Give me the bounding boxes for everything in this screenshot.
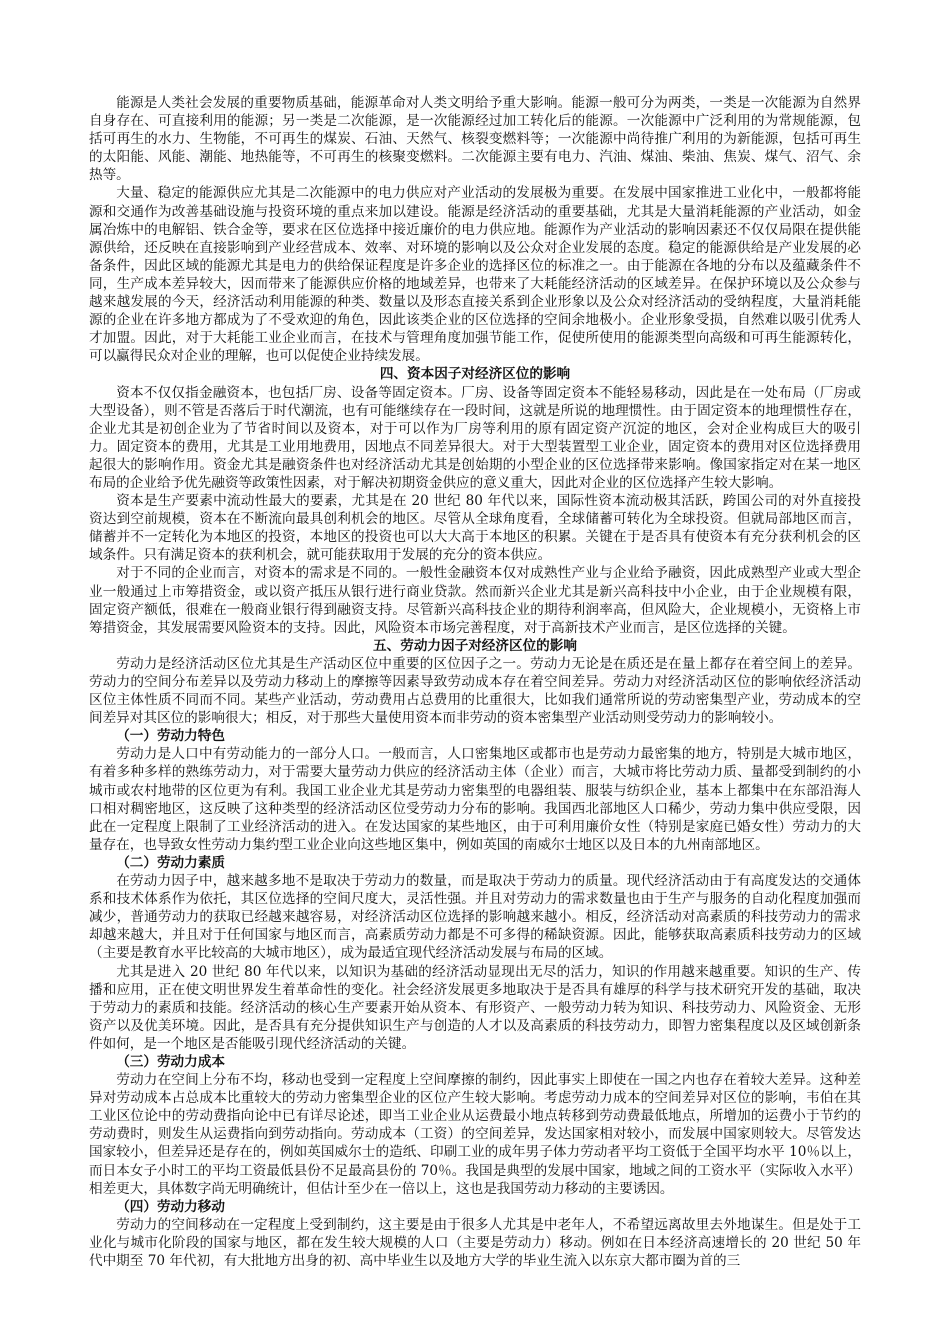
paragraph-energy-supply: 大量、稳定的能源供应尤其是二次能源中的电力供应对产业活动的发展极为重要。在发展中国家推进工业化中，一般都将能源和交通作为改善基础设施与投资环境的重点来加以建设。能源是经济活动的重要基础，尤其是大量消耗能源的产业活动，如金属冶炼中的电解铝、铁合金等，要求在区位选择中接近廉价的电力供应地。能源作为产业活动的影响因素还不仅仅局限在提供能源供给，还反映在直接影响到产业经营成本、效率、对环境的影响以及公众对企业发展的态度。稳定的能源供给是产业发展的必备条件，因此区域的能源尤其是电力的供给保证程度是许多企业的选择区位的标准之一。由于能源在各地的分布以及蕴藏条件不同，生产成本差异较大，因而带来了能源供应价格的地域差异，也带来了大耗能经济活动的区域差异。在保护环境以及公众参与越来越发展的今天，经济活动利用能源的种类、数量以及形态直接关系到企业形象以及公众对经济活动的受纳程度，大量消耗能源的企业在许多地方都成为了不受欢迎的角色，因此该类企业的区位选择的空间余地极小。企业形象受损，自然难以吸引优秀人才加盟。因此，对于大耗能工业企业而言，在技术与管理角度加强节能工作，促使所使用的能源类型向高级和可再生能源转化，可以赢得民众对企业的理解，也可以促使企业持续发展。 [89,185,861,365]
paragraph-capital-demand: 对于不同的企业而言，对资本的需求是不同的。一般性金融资本仅对成熟性产业与企业给予融资，因此成熟型产业或大型企业一般通过上市筹措资金，或以资产抵压从银行进行商业贷款。然而新兴企业尤其是新兴高科技中小企业，由于企业规模有限，固定资产额低，很难在一般商业银行得到融资支持。尽管新兴高科技企业的期待利润率高，但风险大，企业规模小，无资格上市筹措资金，其发展需要风险资本的支持。因此，风险资本市场完善程度，对于高新技术产业而言，是区位选择的关键。 [89,565,861,636]
subheading-labor-characteristics: （一）劳动力特色 [116,728,225,745]
paragraph-energy-types: 能源是人类社会发展的重要物质基础，能源革命对人类文明给予重大影响。能源一般可分为两类，一类是一次能源为自然界自身存在、可直接利用的能源；另一类是二次能源，是一次能源经过加工转化后的能源。一次能源中广泛利用的为常规能源，包括可再生的水力、生物能，不可再生的煤炭、石油、天然气、核裂变燃料等；一次能源中尚待推广利用的为新能源，包括可再生的太阳能、风能、潮能、地热能等，不可再生的核聚变燃料。二次能源主要有电力、汽油、煤油、柴油、焦炭、煤气、沼气、余热等。 [89,95,861,184]
section-heading-labor: 五、劳动力因子对经济区位的影响 [373,637,577,654]
subheading-labor-mobility: （四）劳动力移动 [116,1198,225,1215]
paragraph-labor-cost: 劳动力在空间上分布不均，移动也受到一定程度上空间摩擦的制约，因此事实上即使在一国之内也存在着较大差异。这种差异对劳动成本占总成本比重较大的劳动力密集型企业的区位产生较大影响。考虑劳动力成本的空间差异对区位的影响，韦伯在其工业区位论中的劳动费指向论中已有详尽论述，即当工业企业从运费最小地点转移到劳动费最低地点，所增加的运费小于节约的劳动费时，则发生从运费指向到劳动指向。劳动成本（工资）的空间差异，发达国家相对较小，而发展中国家则较大。尽管发达国家较小，但差异还是存在的，例如英国威尔士的造纸、印刷工业的成年男子体力劳动者平均工资低于全国平均水平 10％以上，而日本女子小时工的平均工资最低县份不足最高县份的 70％。我国是典型的发展中国家，地域之间的工资水平（实际收入水平）相差更大，具体数字尚无明确统计，但估计至少在一倍以上，这也是我国劳动力移动的主要诱因。 [89,1072,861,1197]
paragraph-fixed-capital: 资本不仅仅指金融资本，也包括厂房、设备等固定资本。厂房、设备等固定资本不能轻易移动，因此是在一处布局（厂房或大型设备），则不管是否落后于时代潮流，也有可能继续存在一段时间，这就是所说的地理惯性。由于固定资本的地理惯性存在，企业尤其是初创企业为了节省时间以及资本，对于可以作为厂房等利用的原有固定资产沉淀的地区，会对企业构成巨大的吸引力。固定资本的费用，尤其是工业用地费用，因地点不同差异很大。对于大型装置型工业企业，固定资本的费用对区位选择费用起很大的影响作用。资金尤其是融资条件也对经济活动尤其是创始期的小型企业的区位选择带来影响。像国家指定对在某一地区布局的企业给予优先融资等政策性因素，对于解决初期资金供应的意义重大，因此对企业的区位选择产生较大影响。 [89,384,861,491]
paragraph-capital-mobility: 资本是生产要素中流动性最大的要素，尤其是在 20 世纪 80 年代以来，国际性资本流动极其活跃，跨国公司的对外直接投资达到空前规模，资本在不断流向最具创利机会的地区。尽管从全球角度看，全球储蓄可转化为全球投资。但就局部地区而言，储蓄并不一定转化为本地区的投资，本地区的投资也可以大大高于本地区的积累。关键在于是否具有使资本有充分获利机会的区域条件。只有满足资本的获利机会，就可能获取用于发展的充分的资本供应。 [89,493,861,564]
subheading-labor-cost: （三）劳动力成本 [116,1053,225,1070]
paragraph-labor-characteristics: 劳动力是人口中有劳动能力的一部分人口。一般而言，人口密集地区或都市也是劳动力最密集的地方，特别是大城市地区，有着多种多样的熟练劳动力，对于需要大量劳动力供应的经济活动主体（企业）而言，大城市将比劳动力质、量都受到制约的小城市或农村地带的区位更为有利。我国工业企业尤其是劳动力密集型的电器组装、服装与纺织企业，基本上都集中在东部沿海人口相对稠密地区，这反映了这种类型的经济活动区位受劳动力分布的影响。我国西北部地区人口稀少，劳动力集中供应受限，因此在一定程度上限制了工业经济活动的进入。在发达国家的某些地区，由于可利用廉价女性（特别是家庭已婚女性）劳动力的大量存在，也导致女性劳动力集约型工业企业向这些地区集中，例如英国的南威尔士地区以及日本的九州南部地区。 [89,746,861,853]
subheading-labor-quality: （二）劳动力素质 [116,854,225,871]
paragraph-labor-intro: 劳动力是经济活动区位尤其是生产活动区位中重要的区位因子之一。劳动力无论是在质还是在量上都存在着空间上的差异。劳动力的空间分布差异以及劳动力移动上的摩擦等因素导致劳动成本存在着空间差异。劳动力对经济活动区位的影响依经济活动区位主体性质不同而不同。某些产业活动，劳动费用占总费用的比重很大，比如我们通常所说的劳动密集型产业，劳动成本的空间差异对其区位的影响很大；相反，对于那些大量使用资本而非劳动的资本密集型产业活动则受劳动力的影响较小。 [89,655,861,727]
paragraph-labor-mobility: 劳动力的空间移动在一定程度上受到制约，这主要是由于很多人尤其是中老年人，不希望远离故里去外地谋生。但是处于工业化与城市化阶段的国家与地区，都在发生较大规模的人口（主要是劳动力）移动。例如在日本经济高速增长的 20 世纪 50 年代中期至 70 年代初，有大批地方出身的初、高中毕业生以及地方大学的毕业生流入以东京大都市圈为首的三 [89,1216,861,1269]
paragraph-labor-quality: 在劳动力因子中，越来越多地不是取决于劳动力的数量，而是取决于劳动力的质量。现代经济活动由于有高度发达的交通体系和技术体系作为依托，其区位选择的空间尺度大，灵活性强。并且对劳动力的需求数量也由于生产与服务的自动化程度加强而减少，普通劳动力的获取已经越来越容易，对经济活动区位选择的影响越来越小。相反，经济活动对高素质的科技劳动力的需求却越来越大，并且对于任何国家与地区而言，高素质劳动力都是不可多得的稀缺资源。因此，能够获取高素质科技劳动力的区域（主要是教育水平比较高的大城市地区），成为最适宜现代经济活动发展与布局的区域。 [89,873,861,962]
section-heading-capital: 四、资本因子对经济区位的影响 [379,366,571,383]
paragraph-knowledge-economy: 尤其是进入 20 世纪 80 年代以来，以知识为基础的经济活动显现出无尽的活力，知识的作用越来越重要。知识的生产、传播和应用，正在使文明世界发生着革命性的变化。社会经济发展更多地取决于是否具有雄厚的科学与技术研究开发的基础，取决于劳动力的素质和技能。经济活动的核心生产要素开始从资本、有形资产、一般劳动力转为知识、科技劳动力、风险资金、无形资产以及优美环境。因此，是否具有充分提供知识生产与创造的人才以及高素质的科技劳动力，即智力密集程度以及区域创新条件如何，是一个地区是否能吸引现代经济活动的关键。 [89,963,861,1052]
